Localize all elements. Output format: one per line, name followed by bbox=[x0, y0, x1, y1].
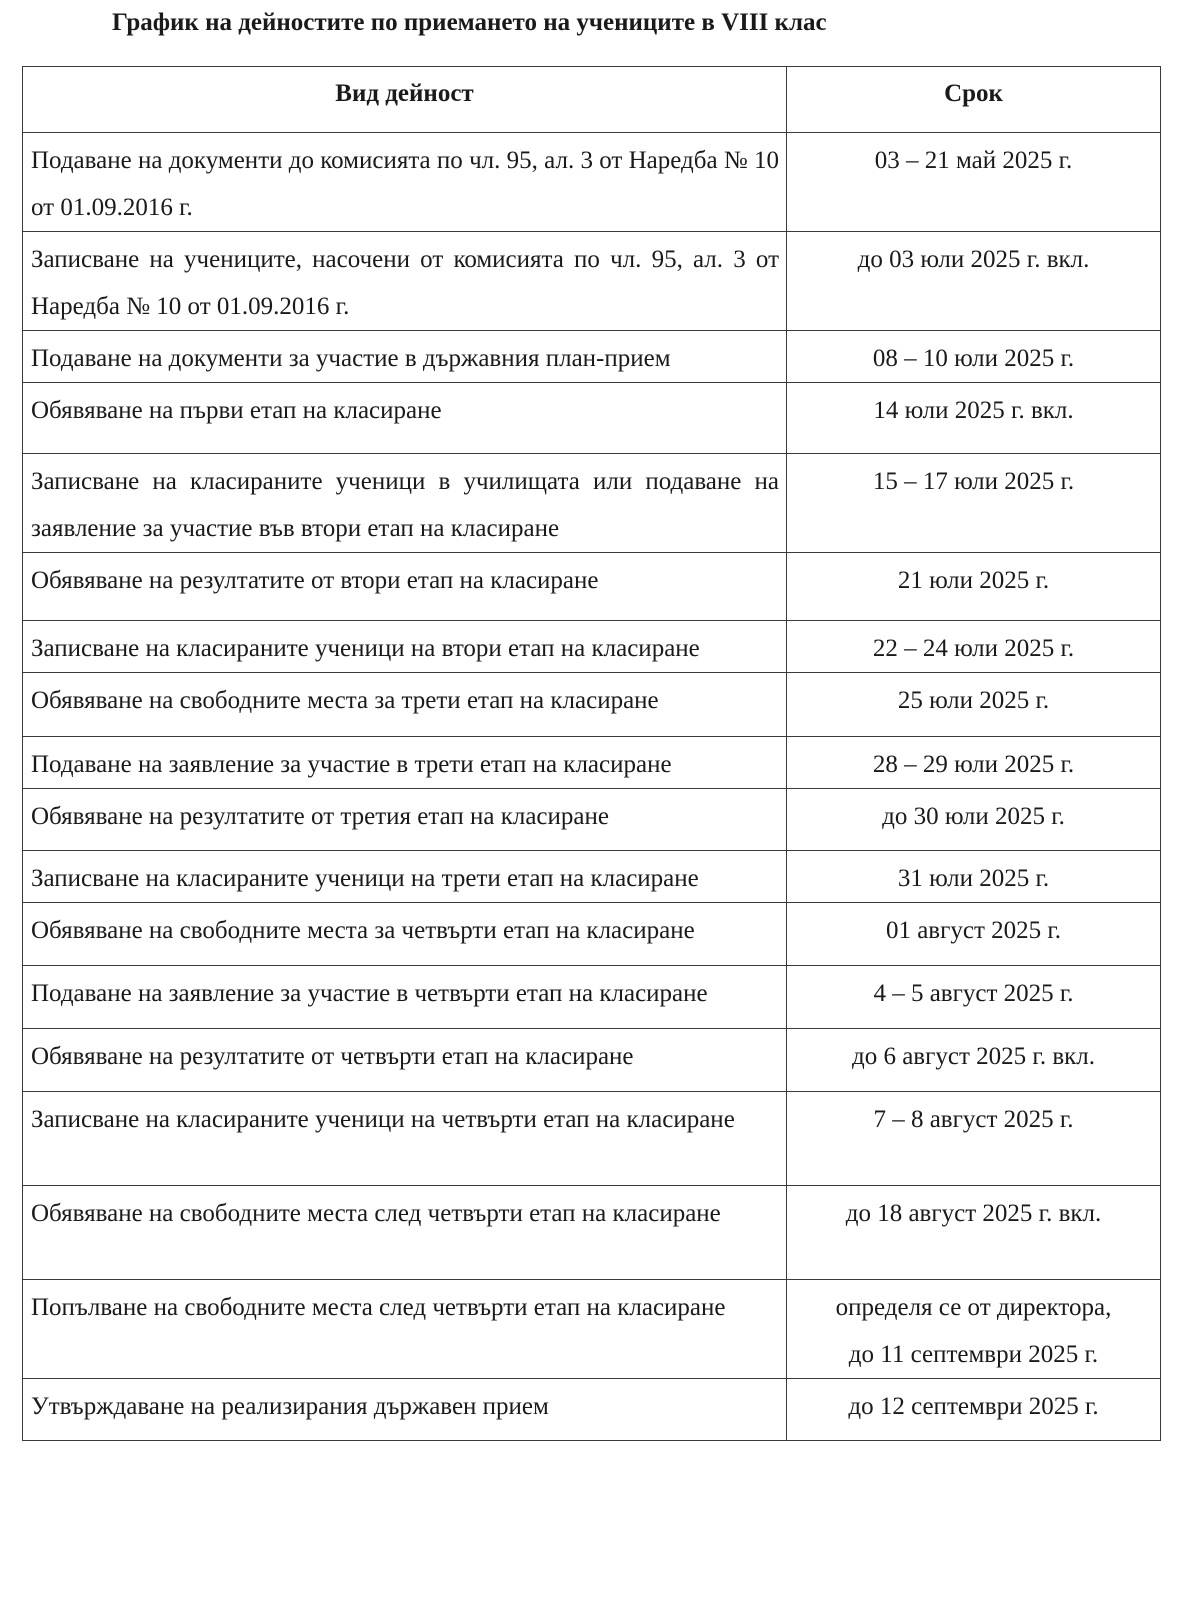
activity-cell: Подаване на заявление за участие в трети етап на класиране bbox=[23, 737, 787, 789]
deadline-cell: до 18 август 2025 г. вкл. bbox=[787, 1186, 1161, 1280]
deadline-cell: 25 юли 2025 г. bbox=[787, 673, 1161, 737]
activity-cell: Записване на класираните ученици на втори етап на класиране bbox=[23, 621, 787, 673]
deadline-cell: 31 юли 2025 г. bbox=[787, 851, 1161, 903]
table-row bbox=[23, 383, 1161, 454]
activity-cell: Записване на учениците, насочени от комисията по чл. 95, ал. 3 от Наредба № 10 от 01.09.2016 г. bbox=[23, 232, 787, 331]
deadline-cell: до 30 юли 2025 г. bbox=[787, 789, 1161, 851]
table-row bbox=[23, 553, 1161, 621]
activity-cell: Обявяване на първи етап на класиране bbox=[23, 383, 787, 454]
table-row bbox=[23, 133, 1161, 232]
deadline-cell bbox=[787, 1280, 1161, 1379]
deadline-line: определя се от директора, bbox=[835, 1294, 1112, 1321]
activity-cell: Обявяване на свободните места след четвърти етап на класиране bbox=[23, 1186, 787, 1280]
table-row bbox=[23, 966, 1161, 1029]
table-row bbox=[23, 903, 1161, 966]
table-row bbox=[23, 1379, 1161, 1441]
deadline-cell: до 12 септември 2025 г. bbox=[787, 1379, 1161, 1441]
deadline-cell: до 6 август 2025 г. вкл. bbox=[787, 1029, 1161, 1092]
table-row bbox=[23, 851, 1161, 903]
table-row bbox=[23, 331, 1161, 383]
activity-cell: Записване на класираните ученици на трети етап на класиране bbox=[23, 851, 787, 903]
deadline-cell: 03 – 21 май 2025 г. bbox=[787, 133, 1161, 232]
activity-cell: Обявяване на свободните места за четвърти етап на класиране bbox=[23, 903, 787, 966]
table-row bbox=[23, 621, 1161, 673]
deadline-cell: 14 юли 2025 г. вкл. bbox=[787, 383, 1161, 454]
table-row bbox=[23, 1280, 1161, 1379]
header-activity: Вид дейност bbox=[23, 67, 787, 133]
deadline-cell: 22 – 24 юли 2025 г. bbox=[787, 621, 1161, 673]
table-row bbox=[23, 232, 1161, 331]
activity-cell: Обявяване на резултатите от третия етап на класиране bbox=[23, 789, 787, 851]
deadline-cell: до 03 юли 2025 г. вкл. bbox=[787, 232, 1161, 331]
deadline-cell: 01 август 2025 г. bbox=[787, 903, 1161, 966]
deadline-cell: 28 – 29 юли 2025 г. bbox=[787, 737, 1161, 789]
activity-cell: Обявяване на свободните места за трети етап на класиране bbox=[23, 673, 787, 737]
activity-cell: Попълване на свободните места след четвърти етап на класиране bbox=[23, 1280, 787, 1379]
admission-schedule-table bbox=[22, 66, 1161, 1441]
deadline-cell: 08 – 10 юли 2025 г. bbox=[787, 331, 1161, 383]
activity-cell: Записване на класираните ученици на четвърти етап на класиране bbox=[23, 1092, 787, 1186]
table-row bbox=[23, 789, 1161, 851]
deadline-cell: 4 – 5 август 2025 г. bbox=[787, 966, 1161, 1029]
activity-cell: Обявяване на резултатите от четвърти етап на класиране bbox=[23, 1029, 787, 1092]
activity-cell: Обявяване на резултатите от втори етап на класиране bbox=[23, 553, 787, 621]
table-row bbox=[23, 1092, 1161, 1186]
activity-cell: Подаване на документи за участие в държавния план-прием bbox=[23, 331, 787, 383]
activity-cell: Подаване на заявление за участие в четвърти етап на класиране bbox=[23, 966, 787, 1029]
activity-cell: Подаване на документи до комисията по чл. 95, ал. 3 от Наредба № 10 от 01.09.2016 г. bbox=[23, 133, 787, 232]
deadline-cell: 15 – 17 юли 2025 г. bbox=[787, 454, 1161, 553]
table-header-row bbox=[23, 67, 1161, 133]
deadline-cell: 21 юли 2025 г. bbox=[787, 553, 1161, 621]
table-row bbox=[23, 1186, 1161, 1280]
activity-cell: Записване на класираните ученици в училищата или подаване на заявление за участие във втори етап на класиране bbox=[23, 454, 787, 553]
table-row bbox=[23, 673, 1161, 737]
table-row bbox=[23, 1029, 1161, 1092]
deadline-cell: 7 – 8 август 2025 г. bbox=[787, 1092, 1161, 1186]
header-deadline: Срок bbox=[787, 67, 1161, 133]
document-title: График на дейностите по приемането на учениците в VIII клас bbox=[112, 9, 827, 36]
deadline-line: до 11 септември 2025 г. bbox=[848, 1341, 1099, 1368]
table-row bbox=[23, 454, 1161, 553]
activity-cell: Утвърждаване на реализирания държавен прием bbox=[23, 1379, 787, 1441]
table-row bbox=[23, 737, 1161, 789]
